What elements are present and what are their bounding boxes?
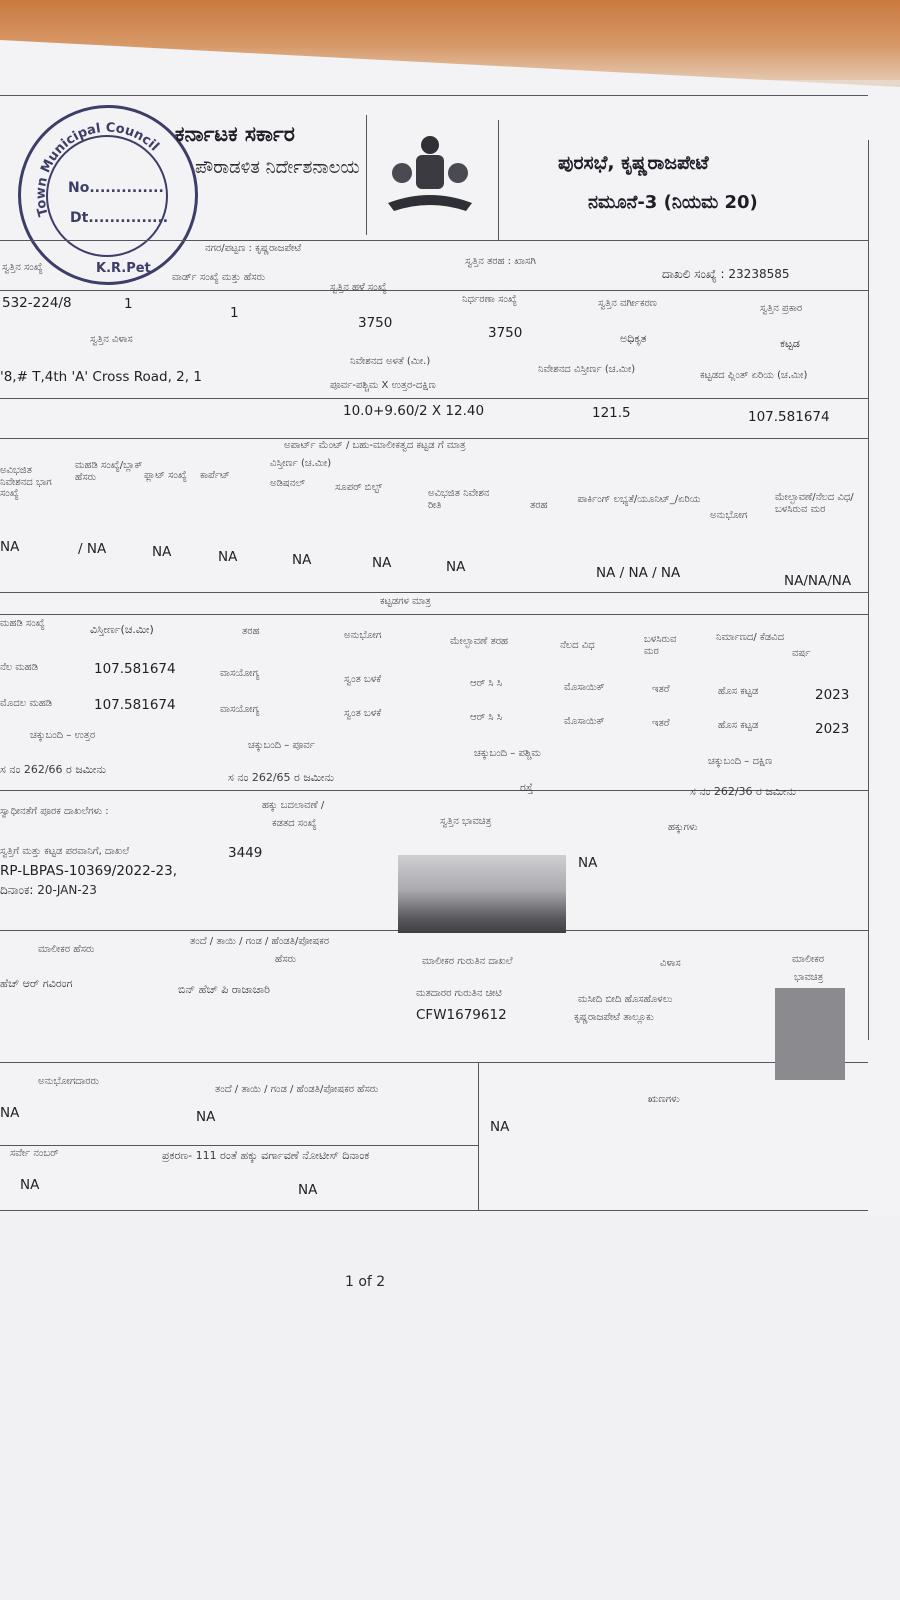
transfer-notice-date: NA [298,1182,318,1198]
col-carpet: ಕಾರ್ಪೆಟ್ [200,470,230,481]
owner-id-type: ಮತದಾರರ ಗುರುತಿನ ಚೀಟಿ [416,988,502,999]
address-label: ಸ್ವತ್ತಿನ ವಿಳಾಸ [90,334,133,345]
header-directorate: ಪೌರಾಡಳಿತ ನಿರ್ದೇಶನಾಲಯ [195,157,360,178]
brow2-wood: ಇತರೆ [652,718,670,729]
owner-photo [775,988,845,1080]
brow1-usage: ಸ್ವಂತ ಬಳಕೆ [344,674,382,685]
rule [0,1145,478,1146]
boundary-south: ಸ ನಂ 262/36 ರ ಜಮೀನು [690,785,797,798]
transfer-notice-label: ಪ್ರಕರಣ- 111 ರಂತೆ ಹಕ್ಕು ವರ್ಗಾವಣೆ ನೋಟೀಸ್ ದಿನಾಂಕ [162,1149,370,1162]
brow2-construction: ಹೊಸ ಕಟ್ಟಡ [718,720,759,731]
owner-id-label: ಮಾಲೀಕರ ಗುರುತಿನ ದಾಖಲೆ [422,956,513,967]
brow1-wood: ಇತರೆ [652,684,670,695]
brow2-floorkind: ಮೊಸಾಯಿಕ್ [564,716,605,727]
occupant-father-label: ತಂದೆ / ತಾಯಿ / ಗಂಡ / ಹೆಂಡತಿ/ಪೋಷಕರ ಹೆಸರು [215,1084,379,1095]
rule [0,614,868,615]
header-form: ನಮೂನೆ-3 (ನಿಯಮ 20) [588,192,758,213]
val-additional: NA [292,552,312,568]
col-roof-floor-wood: ಮೇಲ್ಛಾವಣೆ/ನೆಲದ ವಿಧ/ಬಳಸಿರುವ ಮರ [775,492,854,515]
assessment-number-label: ನಿರ್ಧರಣಾ ಸಂಖ್ಯೆ [462,294,517,305]
bhdr-type: ತರಹ [242,626,260,637]
entry-number: ದಾಖಲಿ ಸಂಖ್ಯೆ : 23238585 [662,267,790,281]
boundary-north: ಸ ನಂ 262/66 ರ ಜಮೀನು [0,763,107,776]
bhdr-roof: ಮೇಲ್ಛಾವಣೆ ತರಹ [450,636,508,647]
val-superbuilt: NA [372,555,392,571]
owner-name-label: ಮಾಲೀಕರ ಹೆಸರು [38,944,95,955]
rule [0,1062,868,1063]
rule [498,120,499,240]
old-number: 3750 [358,315,393,331]
dimension-sub-label: ಪೂರ್ವ-ಪಶ್ಚಿಮ X ಉತ್ತರ-ದಕ್ಷಿಣ [330,380,436,391]
transfer-label: ಹಕ್ಕು ಬದಲಾವಣೆ / [262,800,325,811]
brow1-construction: ಹೊಸ ಕಟ್ಟಡ [718,686,759,697]
rule [0,240,868,241]
val-undivided-share: NA [446,559,466,575]
brow2-roof: ಆರ್ ಸಿ ಸಿ [470,712,503,723]
brow1-floorkind: ಮೊಸಾಯಿಕ್ [564,682,605,693]
rights-value: NA [578,855,598,871]
brow2-year: 2023 [815,721,850,737]
boundary-east-label: ಚಕ್ಕುಬಂದಿ – ಪೂರ್ವ [248,740,315,751]
owner-father-name: ಬಿನ್ ಹೆಚ್ ಪಿ ರಾಜಾಚಾರಿ [178,983,270,996]
property-kind-label: ಸ್ವತ್ತಿನ ತರಹ : ಖಾಸಗಿ [465,256,536,267]
property-type-value: ಕಟ್ಟಡ [780,337,800,350]
boundary-west: ರಸ್ತೆ [520,781,534,794]
old-number-label: ಸ್ವತ್ತಿನ ಹಳೆ ಸಂಖ್ಯೆ [330,282,387,293]
survey-number: NA [20,1177,40,1193]
rule [478,1062,479,1210]
owner-address-line2: ಕೃಷ್ಣರಾಜಪೇಟೆ ತಾಲ್ಲೂಕು [574,1012,654,1023]
page-number: 1 of 2 [345,1274,386,1290]
col-parking: ಪಾರ್ಕಿಂಗ್ ಲಭ್ಯತೆ/ಯೂನಿಟ್_/ಏರಿಯ [577,494,701,505]
owner-id-number: CFW1679612 [416,1007,507,1023]
brow2-type: ವಾಸಯೋಗ್ಯ [220,704,260,715]
city-label: ನಗರ/ಪಟ್ಟಣ : ಕೃಷ್ಣರಾಜಪೇಟೆ [205,243,302,254]
rights-label: ಹಕ್ಕುಗಳು [668,822,698,833]
col-usage: ಅನುಭೋಗ [710,510,748,521]
building-section-title: ಕಟ್ಟಡಗಳ ಮಾತ್ರ [380,596,431,607]
ward-label: ವಾರ್ಡ್ ಸಂಖ್ಯೆ ಮತ್ತು ಹೆಸರು [172,272,266,283]
val-flat: NA [152,544,172,560]
plinth-area: 107.581674 [748,409,830,425]
rule [0,95,868,96]
val-carpet: NA [218,549,238,565]
ward-value-a: 1 [124,296,133,312]
col-superbuilt: ಸೂಪರ್ ಬಿಲ್ಟ್ [335,482,382,493]
document-sheet-lower [0,1215,900,1600]
rule [0,290,868,291]
occupant-value: NA [0,1105,20,1121]
stamp-ring-label: Town Municipal Council [33,120,162,218]
col-additional: ಅಡಿಷನಲ್ [270,478,305,489]
col-flat: ಫ್ಲಾಟ್ ಸಂಖ್ಯೆ [144,470,187,481]
ward-value-b: 1 [230,305,239,321]
property-address: '8,# T,4th 'A' Cross Road, 2, 1 [0,369,202,385]
brow1-type: ವಾಸಯೋಗ್ಯ [220,668,260,679]
svg-text:Town Municipal Council [34,121,162,218]
plinth-area-label: ಕಟ್ಟಡದ ಪ್ಲಿಂತ್ ಏರಿಯ (ಚ.ಮೀ) [700,370,808,381]
apartment-area-group: ವಿಸ್ತೀರ್ಣ (ಚ.ಮೀ) [270,458,332,469]
support-docs-line3: ದಿನಾಂಕ: 20-JAN-23 [0,883,97,897]
property-photo-label: ಸ್ವತ್ತಿನ ಭಾವಚಿತ್ರ [440,816,492,827]
brow2-usage: ಸ್ವಂತ ಬಳಕೆ [344,708,382,719]
boundary-south-label: ಚಕ್ಕುಬಂದಿ – ದಕ್ಷಿಣ [708,756,773,767]
owner-father-label-2: ಹೆಸರು [275,954,297,965]
property-number-label: ಸ್ವತ್ತಿನ ಸಂಖ್ಯೆ [2,262,43,273]
bhdr-usage: ಅನುಭೋಗ [344,630,382,641]
col-floor-block: ಮಹಡಿ ಸಂಖ್ಯೆ/ಬ್ಲಾಕ್ ಹೆಸರು [75,460,143,483]
val-floor-block: / NA [78,541,107,557]
bhdr-construction: ನಿರ್ಮಾಣದ/ ಕೆಡವಿದ [716,632,785,643]
dimension-label: ನಿವೇಶನದ ಅಳತೆ (ಮೀ.) [350,356,431,367]
col-undivided-share: ಅವಿಭಜಿತ ನಿವೇಶನ ರೀತಿ [428,488,490,511]
survey-number-label: ಸರ್ವೇ ನಂಬರ್ [10,1148,59,1159]
header-municipality: ಪುರಸಭೆ, ಕೃಷ್ಣರಾಜಪೇಟೆ [558,152,709,174]
property-type-label: ಸ್ವತ್ತಿನ ಪ್ರಕಾರ [760,303,803,314]
owner-address-label: ವಿಳಾಸ [660,958,681,969]
owner-address-line1: ಮಸೀದಿ ಬೀದಿ ಹೊಸಹೊಳಲು [578,994,673,1005]
assessment-number: 3750 [488,325,523,341]
support-docs-label: ಸ್ವಾಧೀನತೆಗೆ ಪೂರಕ ದಾಖಲೆಗಳು : [0,806,109,817]
classification-label: ಸ್ವತ್ತಿನ ವರ್ಗೀಕರಣ [598,298,657,309]
brow2-floor: ಮೊದಲ ಮಹಡಿ [0,698,53,709]
site-area-label: ನಿವೇಶನದ ವಿಸ್ತೀರ್ಣ (ಚ.ಮೀ) [538,364,636,375]
owner-name: ಹೆಚ್ ಆರ್ ಗವಿರಂಗ [0,977,73,990]
site-area: 121.5 [592,405,631,421]
rule [0,398,868,399]
stamp-date: Dt............... [70,210,169,226]
brow1-year: 2023 [815,687,850,703]
bhdr-area: ವಿಸ್ತೀರ್ಣ(ಚ.ಮೀ) [90,623,154,636]
rule [0,1210,868,1211]
brow1-area: 107.581674 [94,661,176,677]
transfer-file-number: 3449 [228,845,263,861]
classification-value: ಅಧಿಕೃತ [620,332,647,345]
header-govt: ಕರ್ನಾಟಕ ಸರ್ಕಾರ [175,122,295,146]
val-parking: NA / NA / NA [596,565,681,581]
owner-father-label: ತಂದೆ / ತಾಯಿ / ಗಂಡ / ಹೆಂಡತಿ/ಪೋಷಕರ [190,936,329,947]
remarks-label: ಋಣಗಳು [648,1094,680,1105]
rule [366,115,367,235]
boundary-north-label: ಚಕ್ಕುಬಂದಿ – ಉತ್ತರ [30,730,96,741]
occupant-father-value: NA [196,1109,216,1125]
stamp-number: No.............. [68,180,164,196]
bhdr-floor-kind: ನೆಲದ ವಿಧ [560,640,595,651]
rule [0,438,868,439]
val-roof-floor-wood: NA/NA/NA [784,573,852,589]
site-dimension: 10.0+9.60/2 X 12.40 [343,403,485,419]
owner-photo-label-2: ಭಾವಚಿತ್ರ [794,972,824,983]
stamp-place: K.R.Pet [96,261,151,276]
occupant-label: ಅನುಭೋಗದಾರರು [38,1076,99,1087]
rule [0,592,868,593]
owner-photo-label: ಮಾಲೀಕರ [792,954,825,965]
bhdr-floor: ಮಹಡಿ ಸಂಖ್ಯೆ [0,618,45,629]
support-docs-line2: RP-LBPAS-10369/2022-23, [0,863,178,879]
property-number: 532-224/8 [2,295,72,311]
brow2-area: 107.581674 [94,697,176,713]
col-type: ತರಹ [530,500,548,511]
brow1-roof: ಆರ್ ಸಿ ಸಿ [470,678,503,689]
support-docs-line1: ಸ್ವತ್ತಿಗೆ ಮತ್ತು ಕಟ್ಟಡ ಪರವಾನಿಗೆ, ದಾಖಲೆ [0,846,130,857]
bhdr-year: ವರ್ಷ [792,648,811,659]
apartment-section-title: ಅಪಾರ್ಟ್ ಮೆಂಟ್ / ಬಹು-ಮಾಲೀಕತ್ವದ ಕಟ್ಟಡ ಗೆ ಮಾತ್ರ [284,440,466,451]
val-undivided: NA [0,539,20,555]
boundary-west-label: ಚಕ್ಕುಬಂದಿ – ಪಶ್ಚಿಮ [474,748,541,759]
boundary-east: ಸ ನಂ 262/65 ರ ಜಮೀನು [228,771,335,784]
remarks-value: NA [490,1119,510,1135]
state-emblem-icon [380,125,480,220]
brow1-floor: ನೆಲ ಮಹಡಿ [0,662,39,673]
property-photo [398,855,566,933]
col-undivided: ಅವಿಭಜಿತ ನಿವೇಶನದ ಭಾಗ ಸಂಖ್ಯೆ [0,465,52,499]
transfer-label-2: ಕಡತದ ಸಂಖ್ಯೆ [272,818,317,829]
bhdr-wood: ಬಳಸಿರುವ ಮರ [644,634,677,657]
rule [868,140,869,1040]
